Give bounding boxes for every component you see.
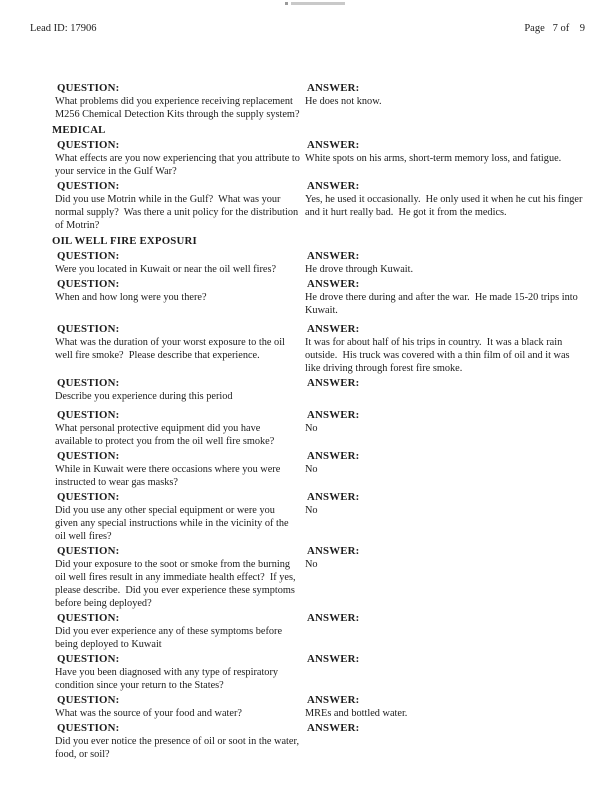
answer-text: Yes, he used it occasionally. He only used it when he cut his finger and it hurt really bad. He got it from the medics. [305, 194, 585, 218]
question-column [55, 323, 305, 362]
question-label: QUESTION: [57, 278, 120, 290]
answer-column [305, 722, 585, 735]
answer-text: No [305, 559, 318, 570]
question-text: What personal protective equipment did you have available to protect you from the oil well fire smoke? [55, 423, 275, 447]
answer-label: ANSWER: [307, 545, 360, 557]
qa-block [55, 612, 593, 651]
question-label: QUESTION: [57, 694, 120, 706]
question-text: What effects are you now experiencing that you attribute to your service in the Gulf War? [55, 153, 303, 177]
question-label: QUESTION: [57, 323, 120, 335]
answer-column [305, 694, 585, 720]
page-number-label: Page 7 of 9 [524, 23, 585, 34]
question-label: QUESTION: [57, 82, 120, 94]
scan-artifact-dot [285, 2, 288, 5]
answer-label: ANSWER: [307, 409, 360, 421]
answer-column [305, 612, 585, 625]
question-text: When and how long were you there? [55, 292, 207, 303]
question-text: Did you use Motrin while in the Gulf? What was your normal supply? Was there a unit policy for the distribution of Motrin? [55, 194, 301, 231]
answer-text: White spots on his arms, short-term memory loss, and fatigue. [305, 153, 562, 164]
qa-block [55, 545, 593, 610]
answer-column [305, 545, 585, 571]
answer-label: ANSWER: [307, 250, 360, 262]
answer-label: ANSWER: [307, 323, 360, 335]
lead-id-label: Lead ID: 17906 [30, 23, 97, 34]
answer-label: ANSWER: [307, 491, 360, 503]
question-text: Describe you experience during this period [55, 391, 233, 402]
answer-column [305, 377, 585, 390]
qa-block [55, 653, 593, 692]
answer-label: ANSWER: [307, 139, 360, 151]
answer-label: ANSWER: [307, 653, 360, 665]
answer-column [305, 82, 585, 108]
question-text: Did your exposure to the soot or smoke from the burning oil well fires result in any immediate health effect? If yes, please describe. Did you ever experience these symptoms before being deployed? [55, 559, 299, 609]
question-column [55, 653, 305, 692]
answer-text: No [305, 464, 318, 475]
question-column [55, 450, 305, 489]
answer-text: He drove through Kuwait. [305, 264, 414, 275]
question-label: QUESTION: [57, 180, 120, 192]
question-label: QUESTION: [57, 139, 120, 151]
question-text: What was the duration of your worst exposure to the oil well fire smoke? Please describe that experience. [55, 337, 288, 361]
answer-label: ANSWER: [307, 377, 360, 389]
answer-column [305, 653, 585, 666]
question-text: Were you located in Kuwait or near the oil well fires? [55, 264, 277, 275]
question-column [55, 612, 305, 651]
qa-block [55, 409, 593, 448]
answer-text: No [305, 505, 318, 516]
question-column [55, 250, 305, 276]
answer-column [305, 323, 585, 375]
question-text: Did you use any other special equipment or were you given any special instructions while in the vicinity of the oil well fires? [55, 505, 292, 542]
qa-block [55, 278, 593, 317]
question-column [55, 278, 305, 304]
answer-label: ANSWER: [307, 450, 360, 462]
question-label: QUESTION: [57, 250, 120, 262]
answer-label: ANSWER: [307, 694, 360, 706]
question-text: Did you ever notice the presence of oil or soot in the water, food, or soil? [55, 736, 302, 760]
qa-block [55, 722, 593, 761]
question-label: QUESTION: [57, 450, 120, 462]
qa-block [55, 250, 593, 276]
answer-column [305, 409, 585, 435]
qa-content [52, 82, 593, 763]
page-header [30, 22, 585, 35]
question-label: QUESTION: [57, 409, 120, 421]
answer-column [305, 278, 585, 317]
question-label: QUESTION: [57, 545, 120, 557]
question-text: While in Kuwait were there occasions where you were instructed to wear gas masks? [55, 464, 283, 488]
question-column [55, 409, 305, 448]
answer-text: No [305, 423, 318, 434]
qa-block [55, 139, 593, 178]
question-label: QUESTION: [57, 491, 120, 503]
question-label: QUESTION: [57, 612, 120, 624]
question-column [55, 139, 305, 178]
question-column [55, 377, 305, 403]
answer-column [305, 491, 585, 517]
answer-column [305, 180, 585, 219]
answer-column [305, 139, 585, 165]
answer-column [305, 450, 585, 476]
question-column [55, 491, 305, 543]
qa-block [55, 377, 593, 403]
qa-block [55, 491, 593, 543]
question-label: QUESTION: [57, 653, 120, 665]
question-label: QUESTION: [57, 722, 120, 734]
answer-label: ANSWER: [307, 180, 360, 192]
answer-column [305, 250, 585, 276]
qa-block [55, 323, 593, 375]
question-text: Did you ever experience any of these symptoms before being deployed to Kuwait [55, 626, 285, 650]
question-column [55, 82, 305, 121]
answer-label: ANSWER: [307, 612, 360, 624]
qa-block [55, 180, 593, 232]
answer-label: ANSWER: [307, 82, 360, 94]
question-text: Have you been diagnosed with any type of respiratory condition since your return to the States? [55, 667, 281, 691]
question-column [55, 545, 305, 610]
answer-text: MREs and bottled water. [305, 708, 408, 719]
question-text: What was the source of your food and water? [55, 708, 242, 719]
answer-text: He does not know. [305, 96, 382, 107]
question-label: QUESTION: [57, 377, 120, 389]
qa-block [55, 694, 593, 720]
question-column [55, 694, 305, 720]
answer-label: ANSWER: [307, 278, 360, 290]
scan-artifact-line [291, 2, 345, 5]
answer-text: It was for about half of his trips in country. It was a black rain outside. His truck was covered with a thin film of oil and it was like driving through forest fire smoke. [305, 337, 573, 374]
answer-label: ANSWER: [307, 722, 360, 734]
qa-block [55, 450, 593, 489]
question-column [55, 722, 305, 761]
section-heading: MEDICAL [52, 124, 106, 136]
question-text: What problems did you experience receiving replacement M256 Chemical Detection Kits through the supply system? [55, 96, 300, 120]
answer-text: He drove there during and after the war. He made 15-20 trips into Kuwait. [305, 292, 581, 316]
question-column [55, 180, 305, 232]
section-heading: OIL WELL FIRE EXPOSURI [52, 235, 197, 247]
qa-block [55, 82, 593, 121]
